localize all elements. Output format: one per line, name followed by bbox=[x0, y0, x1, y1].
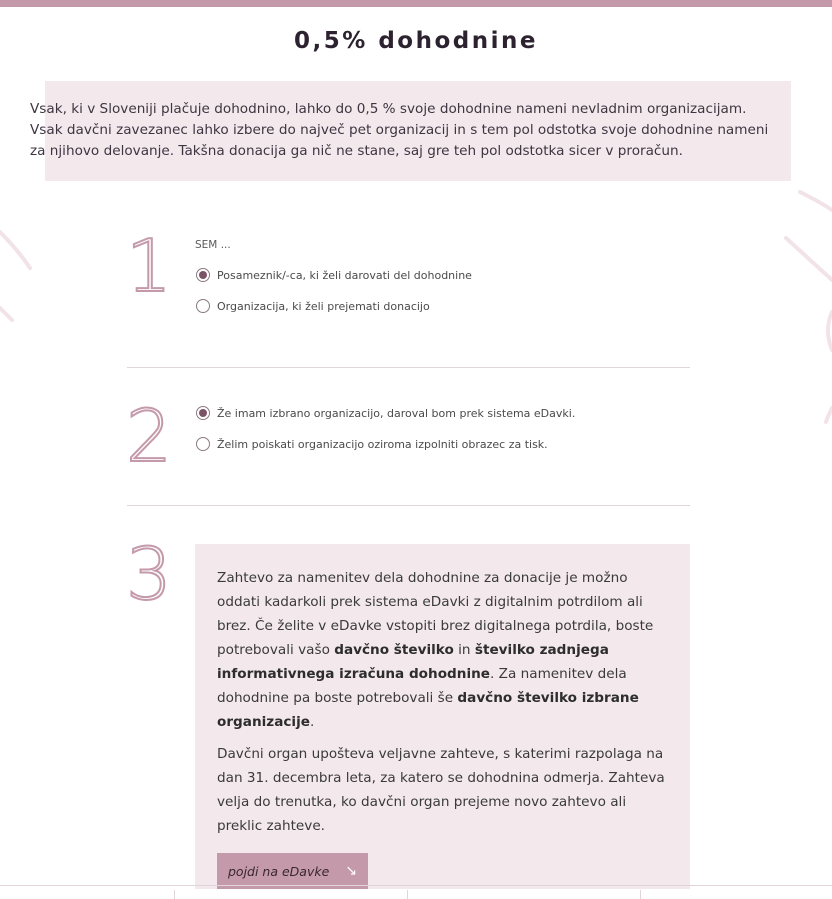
decorative-curve-left bbox=[0, 220, 40, 330]
go-to-edavki-label[interactable]: pojdi na eDavke bbox=[228, 863, 330, 879]
top-accent-bar bbox=[0, 0, 832, 7]
bottom-tick bbox=[174, 890, 175, 899]
arrow-down-right-icon[interactable]: ↘ bbox=[345, 863, 358, 879]
bottom-tick bbox=[640, 890, 641, 899]
go-to-edavki-button[interactable] bbox=[217, 853, 368, 889]
page-title: 0,5% dohodnine bbox=[294, 28, 538, 54]
radio-empty-icon[interactable] bbox=[196, 437, 210, 451]
intro-text: Vsak, ki v Sloveniji plačuje dohodnino, lahko do 0,5 % svoje dohodnine nameni nevladnim organizacijam. Vsak davčni zavezanec lahko izbere do največ pet organizacij in s tem pol odstotka svoje dohodnine nameni za njihovo delovanje. Takšna donacija ga nič ne stane, saj gre teh pol odstotka sicer v proračun. bbox=[30, 101, 769, 159]
step-number-2: 2 bbox=[126, 394, 172, 478]
bottom-tick bbox=[407, 890, 408, 899]
section-divider bbox=[127, 367, 690, 368]
edavki-info-panel bbox=[195, 544, 690, 889]
section-divider bbox=[127, 505, 690, 506]
radio-selected-icon[interactable] bbox=[196, 268, 210, 282]
radio-organization[interactable] bbox=[196, 299, 430, 313]
step-1-label: SEM ... bbox=[195, 239, 231, 251]
bottom-divider bbox=[0, 885, 832, 886]
radio-selected-icon[interactable] bbox=[196, 406, 210, 420]
radio-empty-icon[interactable] bbox=[196, 299, 210, 313]
step-number-1: 1 bbox=[126, 224, 172, 308]
step-number-3: 3 bbox=[126, 532, 172, 616]
edavki-info-paragraph-2: Davčni organ upošteva veljavne zahteve, s katerimi razpolaga na dan 31. decembra leta, za katero se dohodnina odmerja. Zahteva velja do trenutka, ko davčni organ prejeme novo zahtevo ali preklic zahteve. bbox=[217, 746, 665, 834]
radio-have-organization[interactable] bbox=[196, 406, 575, 420]
radio-organization-label[interactable]: Organizacija, ki želi prejemati donacijo bbox=[217, 299, 430, 313]
radio-find-organization[interactable] bbox=[196, 437, 548, 451]
radio-have-organization-label[interactable]: Že imam izbrano organizacijo, daroval bom prek sistema eDavki. bbox=[217, 406, 576, 420]
edavki-info-paragraph-1: Zahtevo za namenitev dela dohodnine za donacije je možno oddati kadarkoli prek sistema eDavki z digitalnim potrdilom ali brez. Če želite v eDavke vstopiti brez digitalnega potrdila, boste potrebovali vašo davčno številko in številko zadnjega informativnega izračuna dohodnine. Za namenitev dela dohodnine pa boste potrebovali še davčno številko izbrane organizacije. bbox=[217, 570, 654, 730]
radio-individual[interactable] bbox=[196, 268, 472, 282]
decorative-curve-right bbox=[770, 180, 832, 440]
radio-find-organization-label[interactable]: Želim poiskati organizacijo oziroma izpolniti obrazec za tisk. bbox=[217, 437, 548, 451]
radio-individual-label[interactable]: Posameznik/-ca, ki želi darovati del dohodnine bbox=[217, 268, 472, 282]
